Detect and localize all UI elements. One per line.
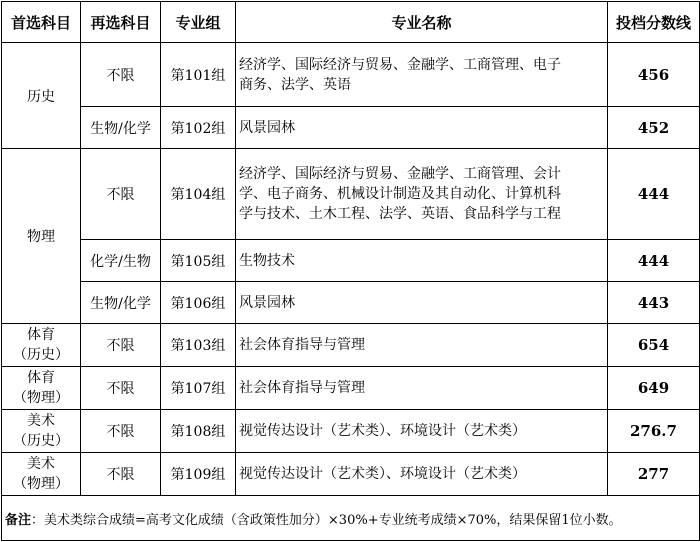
note-row: [2, 496, 700, 541]
score-cell: 444: [608, 149, 700, 240]
first-subject-cell: [2, 410, 81, 453]
group-cell: 第109组: [161, 453, 236, 496]
header-score: 投档分数线: [608, 2, 700, 43]
majors-cell: 视觉传达设计（艺术类）、环境设计（艺术类）: [236, 453, 608, 496]
table-row: [2, 453, 700, 496]
second-subject-cell: 不限: [81, 410, 161, 453]
first-subject-line: （历史）: [13, 433, 69, 449]
second-subject-cell: 化学/生物: [81, 240, 161, 282]
majors-cell: 风景园林: [236, 282, 608, 324]
first-subject-cell: 历史: [2, 43, 81, 149]
score-cell: 277: [608, 453, 700, 496]
majors-line: 学、电子商务、机械设计制造及其自动化、计算机科: [239, 186, 561, 202]
note-cell: [2, 496, 700, 541]
admission-score-table: [1, 1, 700, 541]
table-row: [2, 43, 700, 107]
table-row: [2, 107, 700, 149]
first-subject-cell: 物理: [2, 149, 81, 324]
group-cell: 第107组: [161, 367, 236, 410]
majors-line: 学与技术、土木工程、法学、英语、食品科学与工程: [239, 206, 561, 222]
header-majors: 专业名称: [236, 2, 608, 43]
first-subject-line: 美术: [27, 413, 55, 429]
group-cell: 第104组: [161, 149, 236, 240]
first-subject-line: （物理）: [13, 476, 69, 492]
score-cell: 276.7: [608, 410, 700, 453]
majors-line: 商务、法学、英语: [239, 76, 351, 93]
header-first-subject: 首选科目: [2, 2, 81, 43]
majors-cell: 社会体育指导与管理: [236, 324, 608, 367]
table-row: [2, 240, 700, 282]
first-subject-line: （历史）: [13, 347, 69, 363]
majors-line: 经济学、国际经济与贸易、金融学、工商管理、会计: [239, 166, 561, 182]
first-subject-line: 体育: [27, 327, 55, 343]
score-cell: 443: [608, 282, 700, 324]
table-row: [2, 367, 700, 410]
header-second-subject: 再选科目: [81, 2, 161, 43]
score-cell: 444: [608, 240, 700, 282]
group-cell: 第105组: [161, 240, 236, 282]
majors-cell: 社会体育指导与管理: [236, 367, 608, 410]
first-subject-cell: [2, 367, 81, 410]
note-text: ：美术类综合成绩=高考文化成绩（含政策性加分）×30%+专业统考成绩×70%，结果保留1位小数。: [31, 512, 622, 528]
second-subject-cell: 不限: [81, 453, 161, 496]
second-subject-cell: 不限: [81, 367, 161, 410]
majors-line: 经济学、国际经济与贸易、金融学、工商管理、电子: [239, 56, 561, 73]
majors-cell: 生物技术: [236, 240, 608, 282]
first-subject-cell: [2, 453, 81, 496]
second-subject-cell: 不限: [81, 324, 161, 367]
table-row: [2, 282, 700, 324]
table-row: [2, 324, 700, 367]
second-subject-cell: 不限: [81, 149, 161, 240]
majors-cell: [236, 43, 608, 107]
header-group: 专业组: [161, 2, 236, 43]
group-cell: 第103组: [161, 324, 236, 367]
first-subject-line: 美术: [27, 456, 55, 472]
group-cell: 第101组: [161, 43, 236, 107]
score-cell: 654: [608, 324, 700, 367]
score-cell: 456: [608, 43, 700, 107]
score-cell: 452: [608, 107, 700, 149]
second-subject-cell: 不限: [81, 43, 161, 107]
second-subject-cell: 生物/化学: [81, 107, 161, 149]
majors-cell: 风景园林: [236, 107, 608, 149]
first-subject-line: 体育: [27, 370, 55, 386]
first-subject-cell: [2, 324, 81, 367]
group-cell: 第106组: [161, 282, 236, 324]
table-row: [2, 149, 700, 240]
majors-cell: 视觉传达设计（艺术类）、环境设计（艺术类）: [236, 410, 608, 453]
note-label: 备注: [5, 512, 32, 528]
majors-cell: [236, 149, 608, 240]
first-subject-line: （物理）: [13, 390, 69, 406]
group-cell: 第108组: [161, 410, 236, 453]
group-cell: 第102组: [161, 107, 236, 149]
table-row: [2, 410, 700, 453]
header-row: [2, 2, 700, 43]
score-cell: 649: [608, 367, 700, 410]
second-subject-cell: 生物/化学: [81, 282, 161, 324]
